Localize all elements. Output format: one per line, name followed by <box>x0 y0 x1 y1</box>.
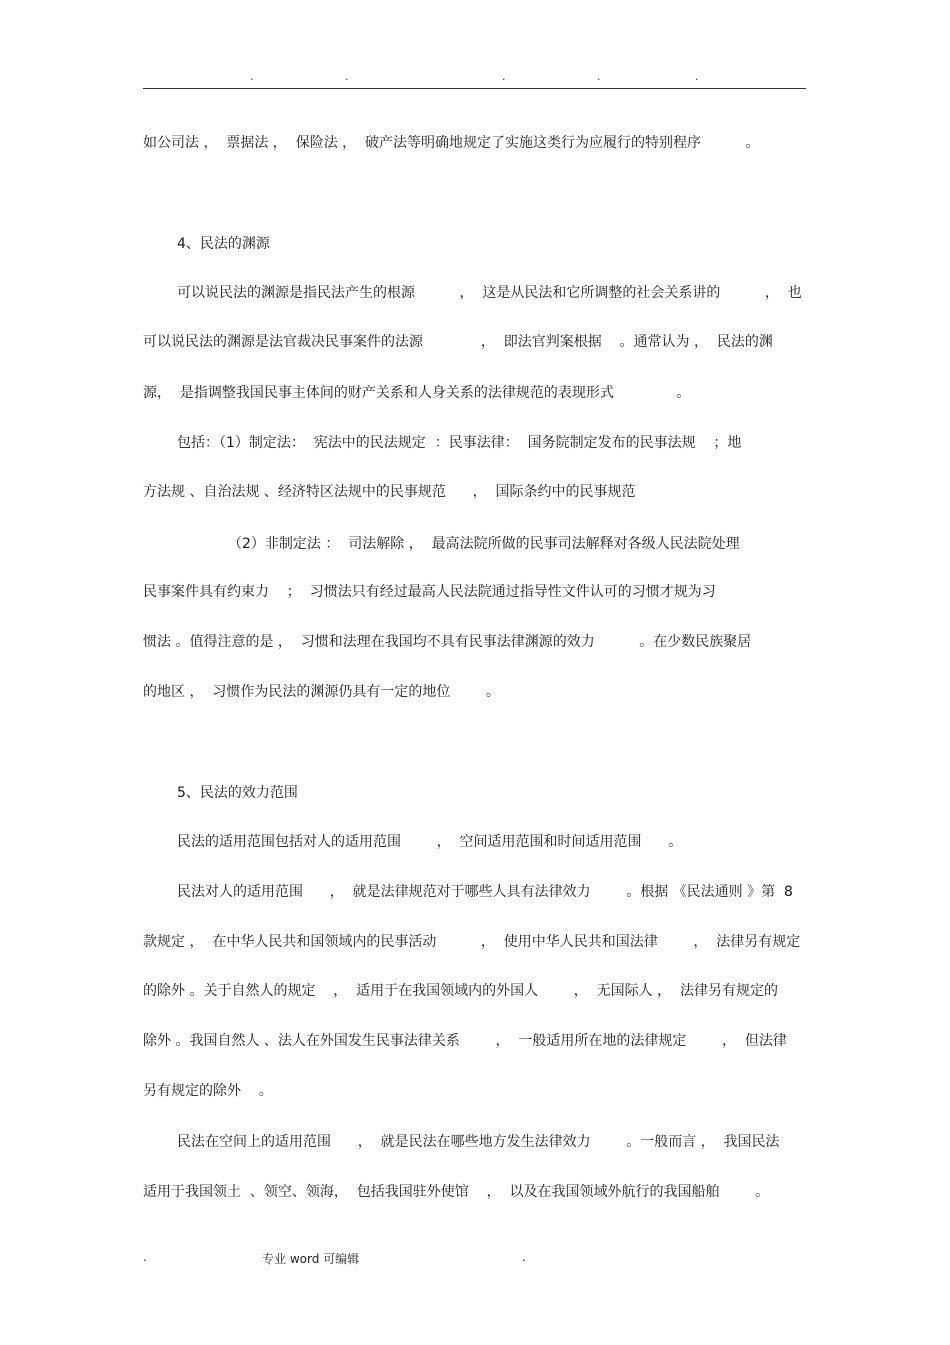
header-dot: . <box>597 70 601 83</box>
paragraph-line: 方法规 、自治法规 、经济特区法规中的民事规范 ， 国际条约中的民事规范 <box>143 484 636 500</box>
footer-dot: . <box>143 1250 147 1264</box>
paragraph-line: 可以说民法的渊源是法官裁决民事案件的法源 ， 即法官判案根据 。通常认为 ， 民法的渊 <box>143 334 773 350</box>
paragraph-line: 源， 是指调整我国民事主体间的财产关系和人身关系的法律规范的表现形式 。 <box>143 385 691 401</box>
paragraph-line: 款规定 ， 在中华人民共和国领域内的民事活动 ， 使用中华人民共和国法律 ， 法律另有规定 <box>143 934 801 950</box>
paragraph-line: 民法在空间上的适用范围 ， 就是民法在哪些地方发生法律效力 。一般而言 ， 我国民法 <box>177 1134 780 1150</box>
paragraph-line: 除外 。我国自然人 、法人在外国发生民事法律关系 ， 一般适用所在地的法律规定 ， 但法律 <box>143 1033 787 1049</box>
section-heading: 4、民法的渊源 <box>177 236 270 252</box>
paragraph-line: 民法对人的适用范围 ， 就是法律规范对于哪些人具有法律效力 。根据 《民法通则 》第 8 <box>177 884 793 900</box>
footer-dot: . <box>522 1250 526 1264</box>
paragraph-line: 可以说民法的渊源是指民法产生的根源 ， 这是从民法和它所调整的社会关系讲的 ， 也 <box>177 285 802 301</box>
header-dot: . <box>502 70 506 83</box>
paragraph-line: 如公司法 ， 票据法 ， 保险法 ， 破产法等明确地规定了实施这类行为应履行的特别程序 。 <box>143 135 760 151</box>
section-heading: 5、民法的效力范围 <box>177 785 298 801</box>
header-rule <box>143 88 806 89</box>
paragraph-line: 的除外 。关于自然人的规定 ， 适用于在我国领域内的外国人 ， 无国际人 ， 法律另有规定的 <box>143 983 779 999</box>
paragraph-line: 包括：（1）制定法： 宪法中的民法规定 ：民事法律： 国务院制定发布的民事法规 ；地 <box>177 435 742 451</box>
footer-label: 专业 word 可编辑 <box>262 1252 360 1266</box>
paragraph-line: 惯法 。值得注意的是 ， 习惯和法理在我国均不具有民事法律渊源的效力 。在少数民族聚居 <box>143 634 752 650</box>
paragraph-line: 另有规定的除外 。 <box>143 1083 273 1099</box>
paragraph-line: 的地区 ， 习惯作为民法的渊源仍具有一定的地位 。 <box>143 684 500 700</box>
header-dot: . <box>695 70 699 83</box>
header-dot: . <box>345 70 349 83</box>
paragraph-line: 适用于我国领土 、领空、领海， 包括我国驻外使馆 ， 以及在我国领域外航行的我国船舶 。 <box>143 1184 770 1200</box>
paragraph-line: 民事案件具有约束力 ； 习惯法只有经过最高人民法院通过指导性文件认可的习惯才规为习 <box>143 584 716 600</box>
paragraph-line: （2）非制定法 ： 司法解除 ， 最高法院所做的民事司法解释对各级人民法院处理 <box>228 536 740 552</box>
paragraph-line: 民法的适用范围包括对人的适用范围 ， 空间适用范围和时间适用范围 。 <box>177 834 683 850</box>
header-dot: . <box>250 70 254 83</box>
